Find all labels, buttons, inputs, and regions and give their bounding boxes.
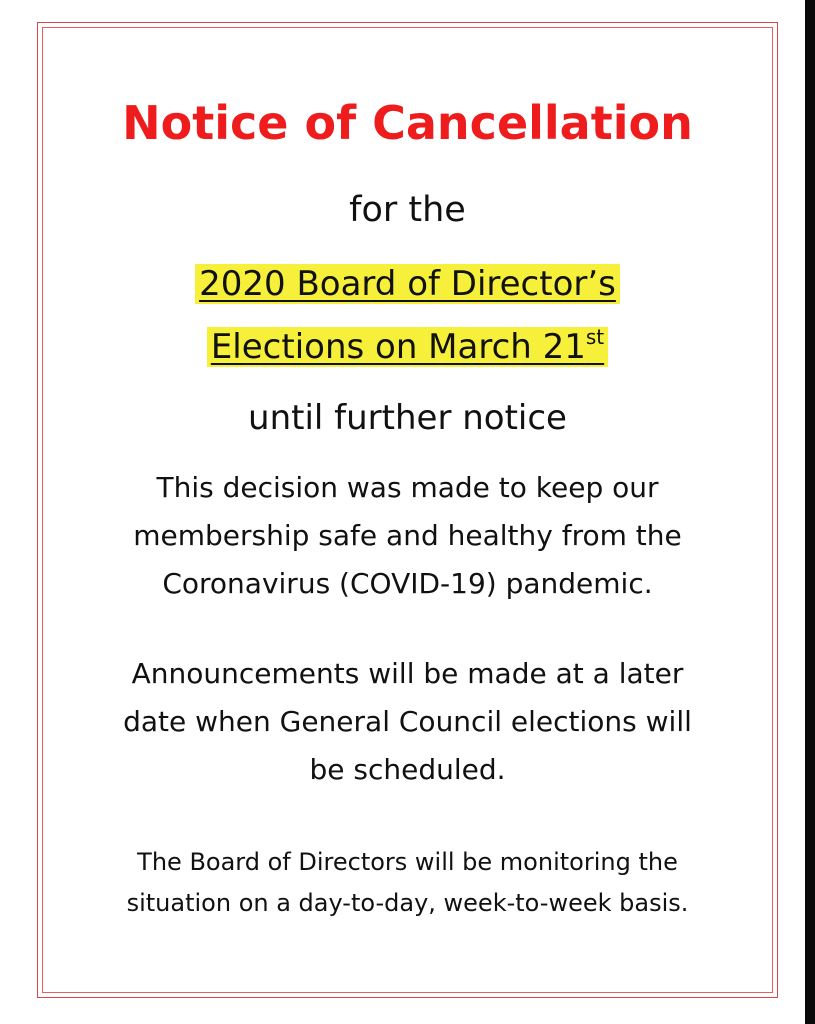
election-date-text: Elections on March 21	[210, 327, 586, 367]
until-further-notice-text: until further notice	[248, 398, 567, 438]
highlighted-election-title: 2020 Board of Director’s	[195, 264, 620, 304]
decision-line: membership safe and healthy from the	[133, 519, 682, 552]
decision-line: Coronavirus (COVID-19) pandemic.	[162, 567, 653, 600]
decision-line: This decision was made to keep our	[156, 471, 659, 504]
announcements-line: be scheduled.	[309, 753, 506, 786]
monitoring-line: situation on a day-to-day, week-to-week basis.	[126, 889, 689, 917]
monitoring-line: The Board of Directors will be monitoring the	[137, 848, 678, 876]
highlight-line-2	[42, 326, 773, 372]
notice-title: Notice of Cancellation	[122, 96, 693, 150]
date-ordinal-suffix: st	[585, 325, 605, 349]
monitoring-paragraph	[42, 842, 773, 924]
announcements-paragraph	[42, 650, 773, 794]
for-the-text: for the	[349, 190, 466, 230]
highlighted-election-date	[207, 327, 608, 367]
announcements-line: date when General Council elections will	[123, 705, 692, 738]
decision-paragraph	[42, 464, 773, 608]
highlight-line-1	[42, 263, 773, 305]
announcements-line: Announcements will be made at a later	[131, 657, 684, 690]
right-edge-shadow	[805, 0, 815, 1024]
